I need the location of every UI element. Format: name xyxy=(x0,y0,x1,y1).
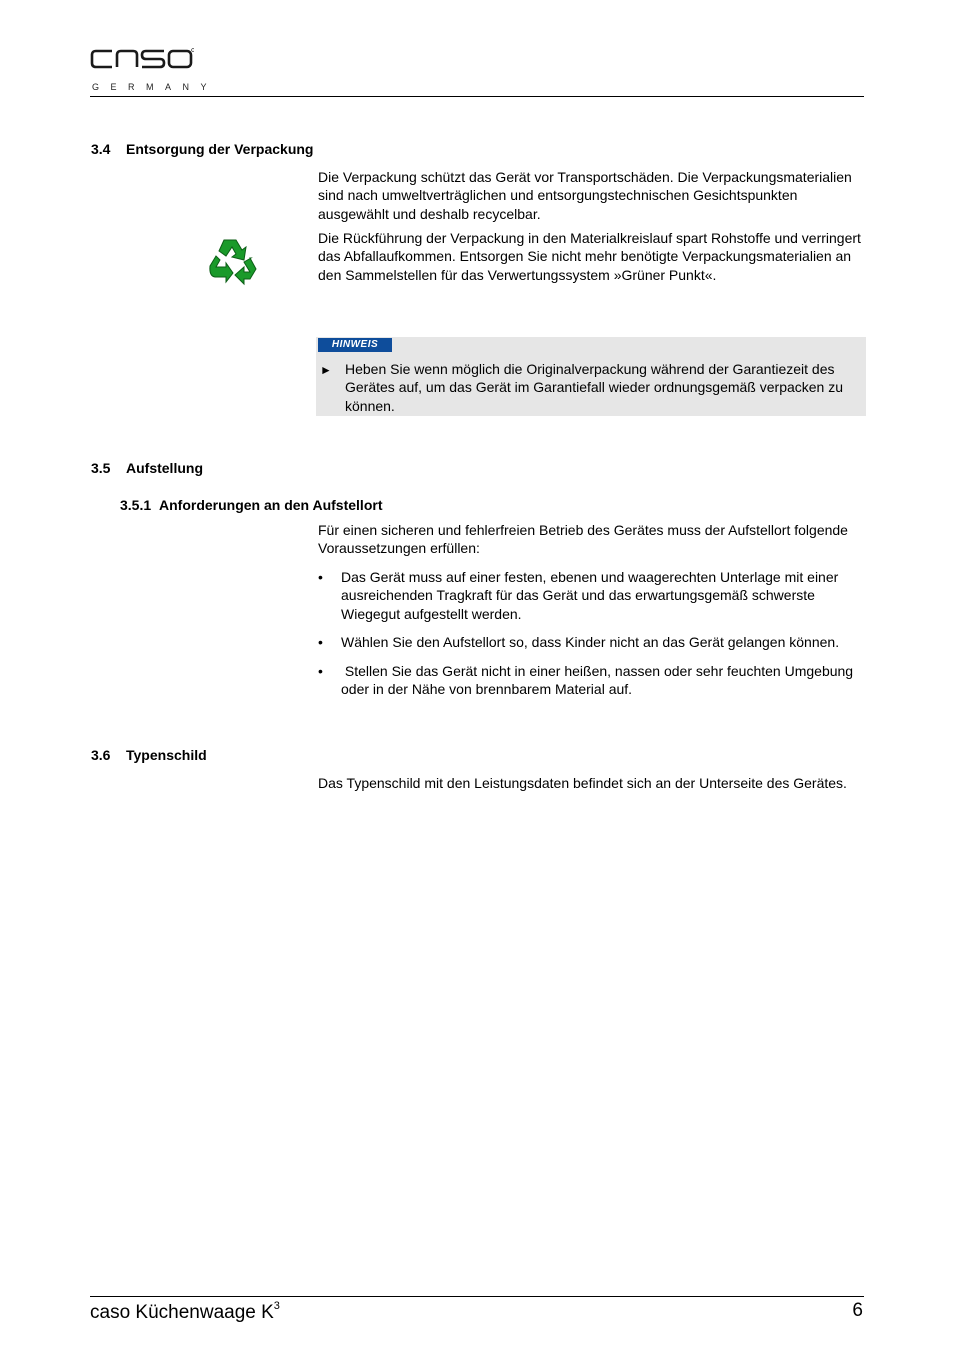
bullet-icon: • xyxy=(318,569,323,585)
list-item-text: Stellen Sie das Gerät nicht in einer heißen, nassen oder sehr feuchten Umgebung oder in der Nähe von brennbarem Material auf. xyxy=(341,662,857,698)
header-rule xyxy=(90,96,864,97)
note-text: Heben Sie wenn möglich die Originalverpackung während der Garantiezeit des Gerätes auf, um das Gerät im Garantiefall wieder ordnungsgemäß verpacken zu können. xyxy=(345,361,844,414)
paragraph-recycling: Die Rückführung der Verpackung in den Materialkreislauf spart Rohstoffe und verringert das Abfallaufkommen. Entsorgen Sie nicht mehr benötigte Verpackungsmaterialien an den Sammelstellen für das Verwertungssystem »Grüner Punkt«. xyxy=(318,230,861,283)
footer-product-name: caso Küchenwaage K xyxy=(90,1302,274,1323)
section-heading-3-5-1 xyxy=(120,497,382,513)
paragraph-requirements-intro: Für einen sicheren und fehlerfreien Betrieb des Gerätes muss der Aufstellort folgende Voraussetzungen erfüllen: xyxy=(318,522,848,557)
bullet-icon: • xyxy=(318,662,323,679)
section-heading-3-5 xyxy=(91,460,203,476)
logo-subtitle: GERMANY xyxy=(92,82,219,92)
footer-rule xyxy=(90,1296,864,1297)
paragraph-packaging-protection: Die Verpackung schützt das Gerät vor Transportschäden. Die Verpackungsmaterialien sind nach umweltverträglichen und entsorgungstechnischen Gesichtspunkten ausgewählt und deshalb recycelbar. xyxy=(318,169,852,222)
note-tag: HINWEIS xyxy=(318,338,392,352)
section-heading-3-6 xyxy=(91,747,207,763)
section-title: Typenschild xyxy=(126,747,207,763)
section-number: 3.5.1 xyxy=(120,497,152,513)
section-title: Anforderungen an den Aufstellort xyxy=(159,497,383,513)
requirements-list xyxy=(318,568,864,698)
recycling-icon xyxy=(206,236,260,288)
note-box xyxy=(316,337,866,416)
list-item xyxy=(318,662,864,699)
section-number: 3.5 xyxy=(91,460,111,476)
footer-superscript: 3 xyxy=(273,1300,280,1312)
arrow-bullet-icon: ► xyxy=(320,363,332,377)
page-number: 6 xyxy=(852,1300,863,1321)
section-heading-3-4 xyxy=(91,141,313,157)
section-number: 3.4 xyxy=(91,141,111,157)
caso-wordmark xyxy=(90,48,194,70)
section-title: Aufstellung xyxy=(126,460,203,476)
caso-logo xyxy=(76,44,219,96)
list-item xyxy=(318,633,864,651)
list-item-text: Das Gerät muss auf einer festen, ebenen und waagerechten Unterlage mit einer ausreichenden Tragkraft für das Gerät und das erwartungsgemäß schwerste Wiegegut aufgestellt werden. xyxy=(341,569,839,622)
list-item-text: Wählen Sie den Aufstellort so, dass Kinder nicht an das Gerät gelangen können. xyxy=(341,634,840,651)
section-title: Entsorgung der Verpackung xyxy=(126,141,314,157)
footer-title xyxy=(90,1300,280,1324)
list-item xyxy=(318,568,864,623)
section-number: 3.6 xyxy=(91,747,111,763)
paragraph-type-plate: Das Typenschild mit den Leistungsdaten befindet sich an der Unterseite des Gerätes. xyxy=(318,775,847,791)
bullet-icon: • xyxy=(318,634,323,651)
